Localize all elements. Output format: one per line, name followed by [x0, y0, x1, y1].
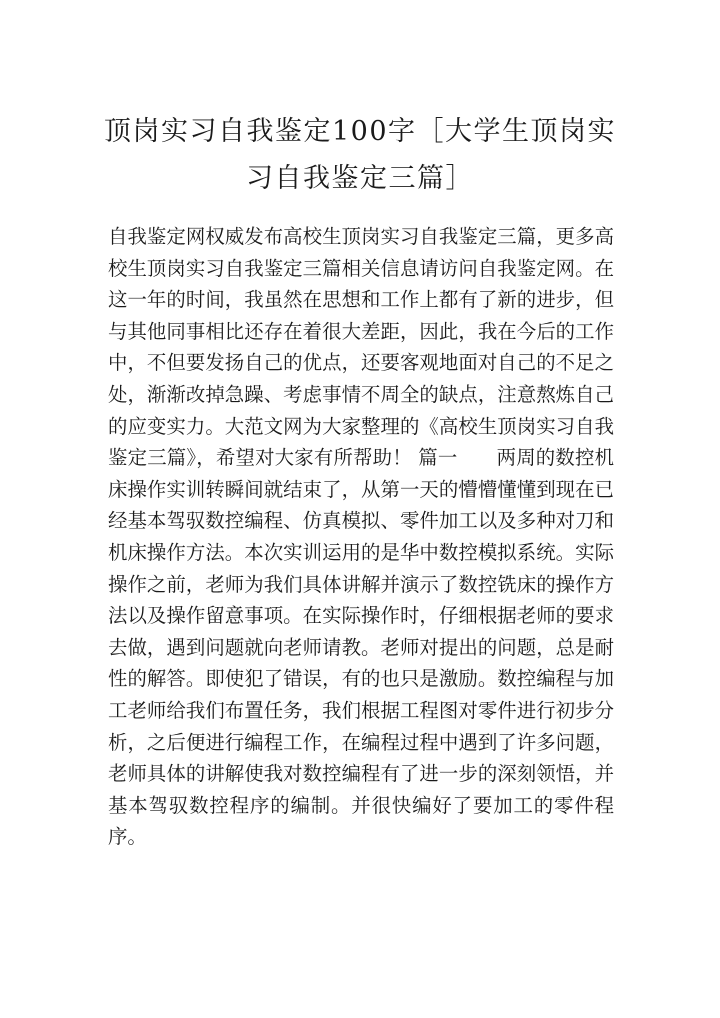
document-body-paragraph: 自我鉴定网权威发布高校生顶岗实习自我鉴定三篇，更多高校生顶岗实习自我鉴定三篇相关信息请访问自我鉴定网。在这一年的时间，我虽然在思想和工作上都有了新的进步，但与其他同事相比还存在着很大差距，因此，我在今后的工作中，不但要发扬自己的优点，还要客观地面对自己的不足之处，渐渐改掉急躁、考虑事情不周全的缺点，注意熬炼自己的应变实力。大范文网为大家整理的《高校生顶岗实习自我鉴定三篇》，希望对大家有所帮助！ 篇一 两周的数控机床操作实训转瞬间就结束了，从第一天的懵懵懂懂到现在已经基本驾驭数控编程、仿真模拟、零件加工以及多种对刀和机床操作方法。本次实训运用的是华中数控模拟系统。实际操作之前，老师为我们具体讲解并演示了数控铣床的操作方法以及操作留意事项。在实际操作时，仔细根据老师的要求去做，遇到问题就向老师请教。老师对提出的问题，总是耐性的解答。即使犯了错误，有的也只是激励。数控编程与加工老师给我们布置任务，我们根据工程图对零件进行初步分析，之后便进行编程工作，在编程过程中遇到了许多问题，老师具体的讲解使我对数控编程有了进一步的深刻领悟，并基本驾驭数控程序的编制。并很快编好了要加工的零件程序。	[108, 225, 614, 849]
document-title: 顶岗实习自我鉴定100字［大学生顶岗实习自我鉴定三篇］	[103, 116, 617, 194]
